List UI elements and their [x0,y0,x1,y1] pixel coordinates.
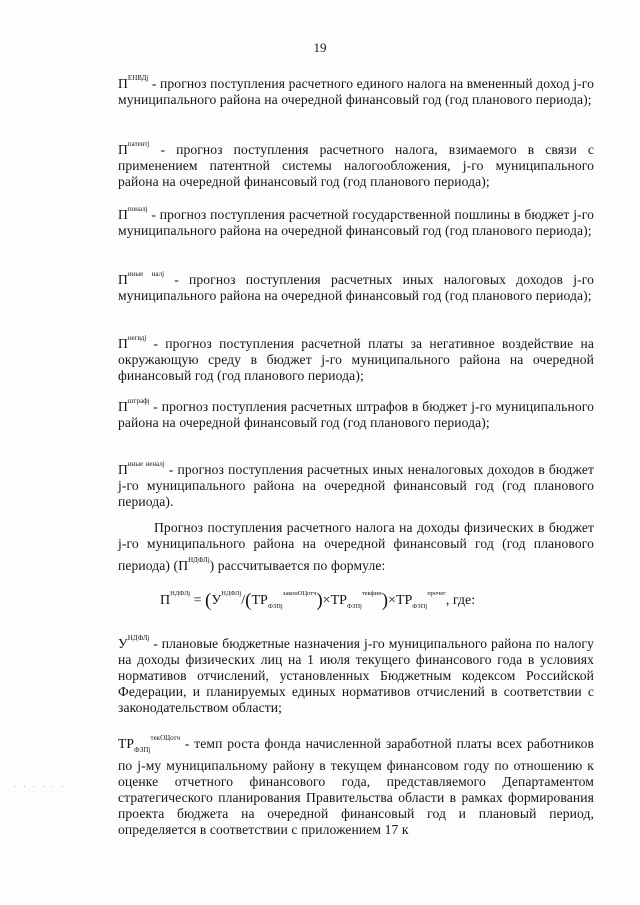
formula-tr-sub: ФЗПj [267,603,283,610]
formula-times: × [322,593,331,608]
symbol-superscript: иные налj [127,270,165,278]
formula-bracket: ) [381,590,389,611]
formula-u: У [211,593,222,608]
definition-other-nontax [118,456,594,510]
symbol: П [118,336,128,351]
definition-fines [118,393,594,431]
definition-text: - плановые бюджетные назначения j-го муниципального района по налогу на доходы физических лиц на 1 июля текущего финансового года в условиях нормативов отчислений, установленных Бюджетным кодексом Российской Федерации, и планируемых единых нормативов отчислений в соответствии с законодательством области; [118,636,594,715]
definition-environment-fee [118,330,594,384]
definition-u [118,630,594,716]
formula-u-sup: НДФЛj [221,590,242,597]
symbol: П [178,558,189,573]
definition-text: - прогноз поступления расчетного налога, взимаемого в связи с применением патентной системы налогообложения, j-го муниципального района на очередной финансовый год (год планового периода); [118,142,594,189]
definition-tr [118,730,594,838]
definition-text: - прогноз поступления расчетной государственной пошлины в бюджет j-го муниципального района на очередной финансовый год (год планового периода); [118,207,594,238]
intro-text-end: ) рассчитывается по формуле: [209,558,386,573]
definition-text: - темп роста фонда начисленной заработной платы всех работников по j-му муниципальному району в текущем финансовом году по отношению к оценке отчетного финансового года, представляемого Департаментом стратегического планирования Правительства области в рамках формирования проекта бюджета на очередной финансовый год и плановый период, определяется в соответствии с приложением 17 к [118,736,594,837]
symbol: П [118,462,128,477]
margin-marks: . . . . . . [14,781,67,789]
intro-paragraph [118,520,594,574]
formula-lhs: П [160,593,171,608]
symbol-superscript: текОЦотч [150,734,181,742]
symbol: П [118,76,128,91]
formula-tr: ТР [251,593,268,608]
symbol-superscript: ЕНВДj [127,74,149,82]
definition-text: - прогноз поступления расчетных иных неналоговых доходов в бюджет j-го муниципального района на очередной финансовый год (год планового периода). [118,462,595,509]
formula-tr-sub: ФЗПj [412,603,428,610]
formula-bracket: ) [316,590,323,611]
ndfl-formula [160,590,475,612]
definition-text: - прогноз поступления расчетных иных налоговых доходов j-го муниципального района на очередной финансовый год (год планового периода); [118,272,594,303]
formula-tr-sup: законОЦотч [282,590,317,597]
symbol-superscript: НДФЛj [188,556,210,564]
symbol: ТР [118,736,135,751]
formula-tr-sup: текфин [361,590,382,597]
formula-eq: = [190,593,206,608]
formula-bracket: ( [205,590,212,611]
intro-text: Прогноз поступления расчетного налога на доходы физических в бюджет j-го муниципального района на очередной финансовый год (год планового периода) ( [118,520,594,573]
definition-text: - прогноз поступления расчетной платы за негативное воздействие на окружающую среду в бюджет j-го муниципального района на очередной финансовый год (год планового периода); [118,336,594,383]
formula-bracket: ( [245,590,252,611]
symbol-superscript: НДФЛj [127,634,150,642]
formula-tr: ТР [395,593,413,608]
definition-text: - прогноз поступления расчетных штрафов в бюджет j-го муниципального района на очередной финансовый год (год планового периода); [118,399,594,430]
formula-tr-sub: ФЗПj [346,603,362,610]
symbol-superscript: штрафj [127,397,150,405]
formula-tr: ТР [330,593,347,608]
definition-text: - прогноз поступления расчетного единого налога на вмененный доход j-го муниципального района на очередной финансовый год (год планового периода); [118,76,594,107]
definition-duty [118,201,594,239]
symbol-superscript: патентj [127,140,150,148]
symbol: У [118,636,128,651]
definition-envd [118,70,594,108]
symbol: П [118,142,128,157]
definition-patent [118,136,594,190]
symbol: П [118,399,128,414]
symbol: П [118,272,128,287]
symbol-superscript: иные неналj [127,460,165,468]
formula-lhs-sup: НДФЛj [170,590,191,597]
symbol-subscript: ФЗПj [134,746,151,754]
symbol-superscript: поналj [127,205,148,213]
formula-tail: , где: [445,593,476,608]
symbol: П [118,207,128,222]
formula-tr-sup: прочег [427,590,446,597]
symbol-superscript: негвдj [127,334,147,342]
page-number: 19 [313,40,327,55]
formula-divide: / [241,593,246,608]
definition-other-tax [118,266,594,304]
formula-times: × [388,593,396,608]
